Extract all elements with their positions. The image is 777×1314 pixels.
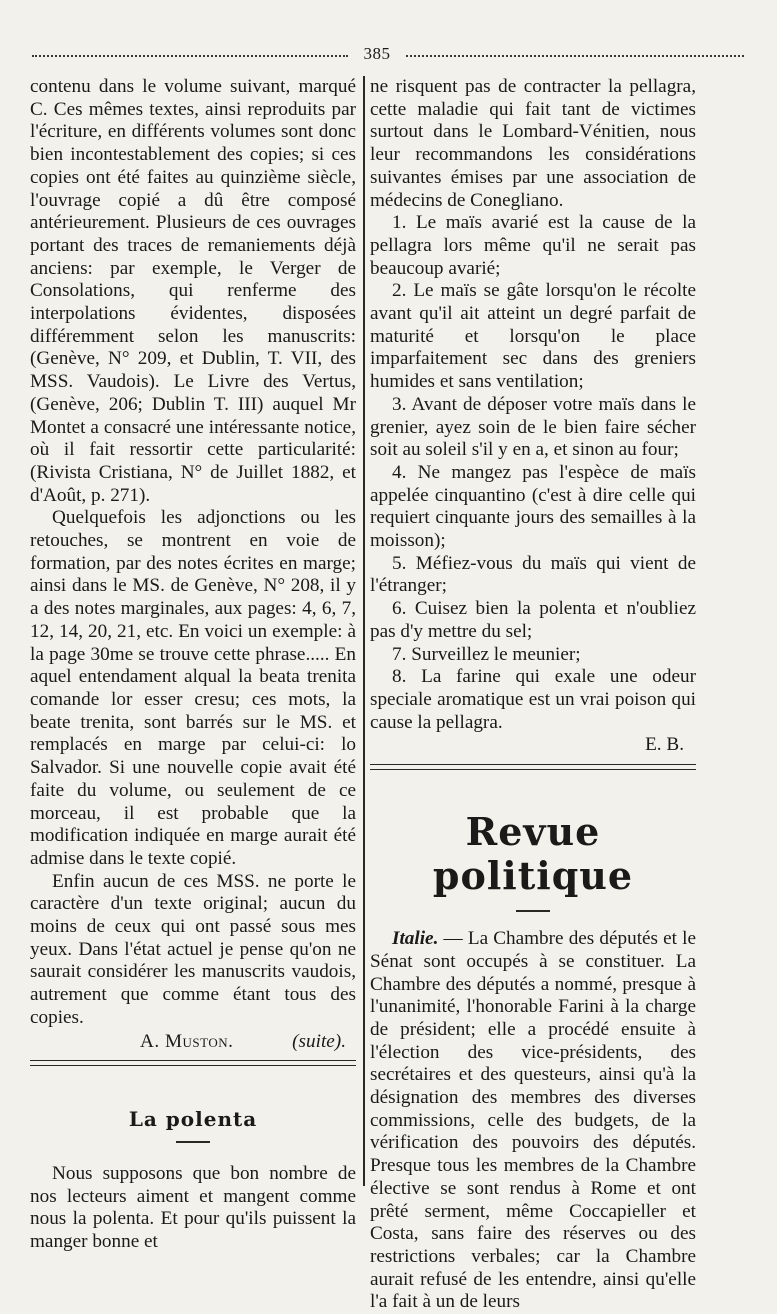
revue-title-rule	[516, 910, 550, 912]
section-title-polenta: La polenta	[128, 1107, 258, 1132]
list-item: 4. Ne mangez pas l'espèce de maïs appelée cinquantino (c'est à dire celle qui requiert cinquante jours des semailles à la moisson);	[370, 461, 696, 552]
list-item: 6. Cuisez bien la polenta et n'oubliez pas d'y mettre du sel;	[370, 598, 696, 642]
page-header	[32, 44, 744, 66]
paragraph-italie	[370, 928, 696, 1314]
page-number: 385	[363, 44, 391, 63]
signature-note: (suite).	[292, 1030, 346, 1052]
list-item: 3. Avant de déposer votre maïs dans le grenier, ayez soin de le bien faire sécher soit au soleil s'il y en a, et sinon au four;	[370, 393, 696, 461]
list-item: 5. Méfiez-vous du maïs qui vient de l'étranger;	[370, 552, 696, 597]
list-item: 7. Surveillez le meunier;	[392, 643, 581, 665]
section-rule	[176, 1141, 210, 1143]
list-item: 2. Le maïs se gâte lorsqu'on le récolte avant qu'il ait atteint un degré parfait de maturité et lorsqu'on le place imparfaitement sec dans des greniers humides et sans ventilation;	[370, 280, 696, 393]
header-rule-left	[32, 55, 348, 57]
article-signature	[30, 1031, 356, 1054]
right-column	[370, 76, 696, 1314]
list-item: 8. La farine qui exale une odeur speciale aromatique est un vrai poison qui cause la pellagra.	[370, 666, 696, 733]
paragraph-pellagra: ne risquent pas de contracter la pellagra, cette maladie qui fait tant de victimes surtout dans le Lombard-Vénitien, nous leur recommandons les considérations suivantes émises par une association de médecins de Conegliano.	[370, 76, 696, 211]
header-rule-right	[406, 55, 744, 57]
list-item: 1. Le maïs avarié est la cause de la pellagra lors même qu'il ne serait pas beaucoup avarié;	[370, 212, 696, 279]
paragraph-adjonctions: Quelquefois les adjonctions ou les retouches, se montrent en voie de formation, par des notes écrites en marge; ainsi dans le MS. de Genève, N° 208, il y a des notes marginales, aux pages: 4, 6, 7, 12, 14, 20, 21, etc. En voici un exemple: à la page 30me se trouve cette phrase..... En aquel entendament alqual la beata trenita comande lor esser cresu; ces mots, la beate trenita, sont barrés sur le MS. et remplacés en marge par celui-ci: lo Salvador. Si une nouvelle copie avait été faite du volume, ou seulement de ce morceau, il est probable que la modification indiquée en marge aurait été admise dans le texte copié.	[30, 507, 356, 869]
column-divider	[363, 76, 365, 1186]
paragraph-manuscripts: contenu dans le volume suivant, marqué C. Ces mêmes textes, ainsi reproduits par l'écriture, en différents volumes sont donc bien incontestablement des copies; si ces copies ont été faites au quinzième siècle, l'ouvrage copié a dû être composé antérieurement. Plusieurs de ces ouvrages portant des traces de remaniements déjà anciens: par exemple, le Verger de Consolations, qui renferme des interpolations évidentes, disposées différemment selon les manuscrits: (Genève, N° 209, et Dublin, T. VII, des MSS. Vaudois). Le Livre des Vertus, (Genève, 206; Dublin T. III) auquel Mr Montet a consacré une intéressante notice, où il fait ressortir cette particularité: (Rivista Cristiana, N° de Juillet 1882, et d'Août, p. 271).	[30, 76, 356, 506]
items-signature	[370, 734, 696, 757]
signature-name: A. Muston.	[140, 1030, 234, 1052]
paragraph-polenta-intro: Nous supposons que bon nombre de nos lecteurs aiment et mangent comme nous la polenta. Et pour qu'ils puissent la manger bonne et	[30, 1162, 356, 1253]
paragraph-conclusion: Enfin aucun de ces MSS. ne porte le caractère d'un texte original; aucun du moins de ceux qui ont passé sous mes yeux. Dans l'état actuel je pense qu'on ne saurait considérer les manuscrits vaudois, autrement que comme étant tous des copies.	[30, 870, 356, 1028]
polenta-end-rule	[370, 764, 696, 770]
country-heading: Italie.	[392, 928, 439, 950]
section-title-revue-politique: Revue politique	[432, 809, 634, 899]
items-signature-initials: E. B.	[645, 734, 684, 756]
politics-text: — La Chambre des députés et le Sénat sont occupés à se constituer. La Chambre des députés a nommé, presque à l'unanimité, l'honorable Farini à la charge de président; elle a procédé ensuite à l'élection des vice-présidents, des secrétaires et des questeurs, ainsi qu'à la désignation des membres des diverses commissions, celle des budgets, de la vérification des pouvoirs des députés. Presque tous les membres de la Chambre élective se sont rendus à Rome et ont prêté serment, même Coccapieller et Costa, sans faire des réserves ou des restrictions verbales; car la Chambre aurait refusé de les entendre, ainsi qu'elle l'a fait à un de leurs	[370, 928, 696, 1313]
article-end-rule	[30, 1060, 356, 1066]
left-column	[30, 76, 356, 1254]
